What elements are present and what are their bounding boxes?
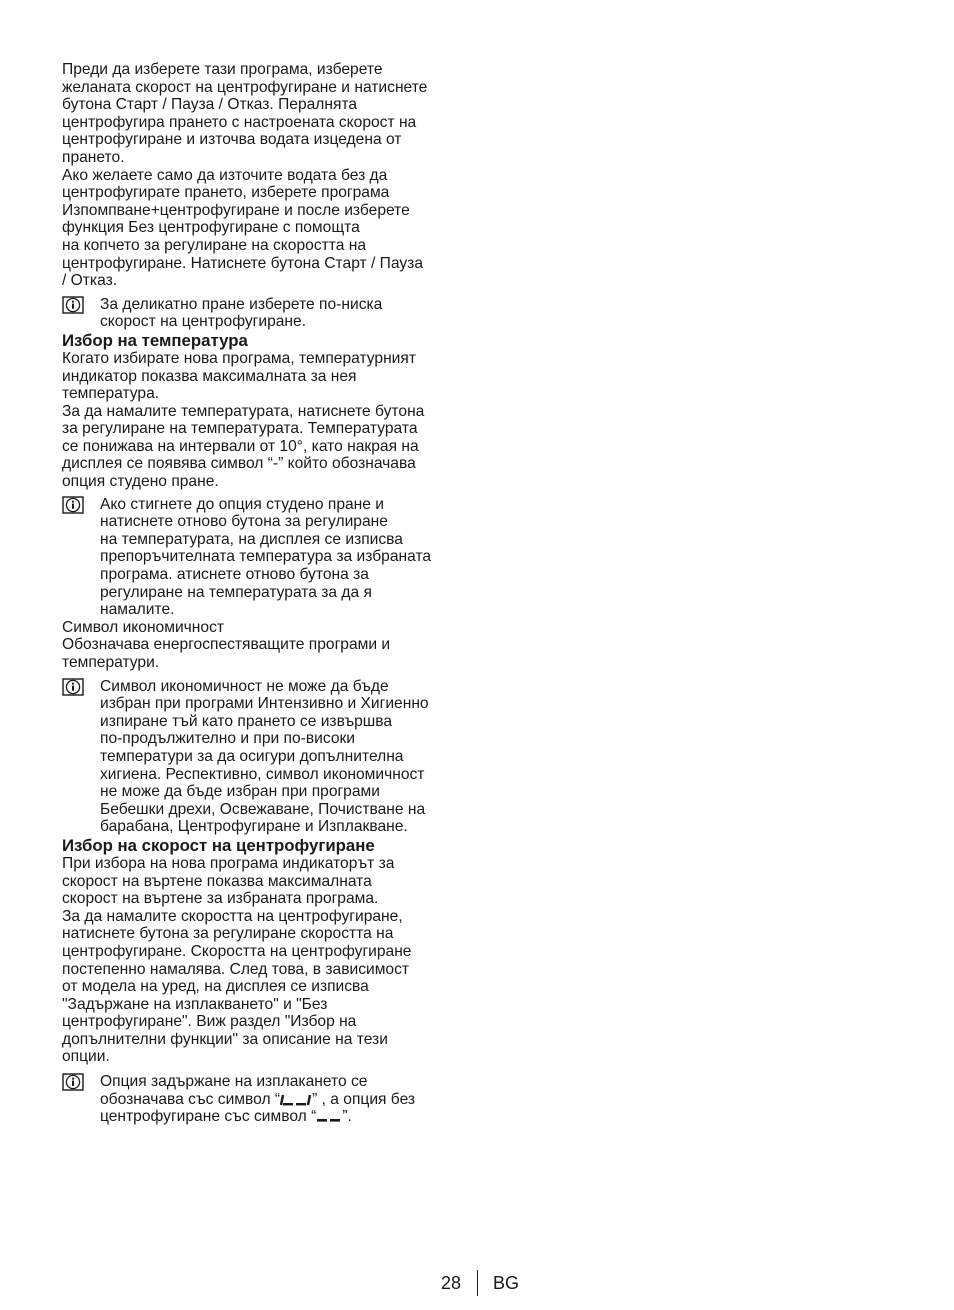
temperature-paragraph-2: За да намалите температурата, натиснете бутона за регулиране на температурата. Температурата се понижава на интервали от 10°, като накрая на дисплея се появява символ “-” който обозначава опция студено пране.	[62, 402, 425, 491]
intro-paragraph-2: Ако желаете само да източите водата без да центрофугирате прането, изберете програма Изпомпване+центрофугиране и после изберете функция Без центрофугиране с помощта на копчето за регулиране на скоростта на центрофугиране. Натиснете бутона Старт / Пауза / Отказ.	[62, 166, 423, 290]
spin-heading: Избор на скорост на центрофугиране	[62, 835, 375, 855]
temperature-heading: Избор на температура	[62, 330, 248, 350]
intro-paragraph-1: Преди да изберете тази програма, изберете желаната скорост на центрофугиране и натиснете бутона Старт / Пауза / Отказ. Пералнята центрофугира прането с настроената скорост на центрофугиране и източва водата изцедена от прането.	[62, 61, 428, 166]
temperature-note-text: Ако стигнете до опция студено пране и натиснете отново бутона за регулиране на температурата, на дисплея се изписва препоръчителната температура за избраната програма. атиснете отново бутона за регулиране на температурата за да я намалите.	[100, 495, 432, 619]
info-icon	[62, 678, 84, 696]
eco-note	[62, 678, 464, 836]
info-icon	[62, 1073, 84, 1091]
info-icon	[62, 496, 84, 514]
spin-note-part-b: ” , а опция без центрофугиране със символ “	[100, 1090, 416, 1126]
footer-divider	[477, 1270, 478, 1296]
spin-paragraph-2: За да намалите скоростта на центрофугиране, натиснете бутона за регулиране скоростта на центрофугиране. Скоростта на центрофугиране постепенно намалява. След това, в зависимост от модела на уред, на дисплея се изписва "Задържане на изплакването" и "Без центрофугиране". Виж раздел "Избор на допълнителни функции" за описание на тези опции.	[62, 907, 412, 1066]
rinse-hold-symbol-icon	[280, 1094, 312, 1106]
language-code: BG	[493, 1273, 520, 1293]
spin-note-part-a: Опция задържане на изплакането се обозначава със символ “	[100, 1073, 368, 1108]
spin-paragraph-1: При избора на нова програма индикаторът за скорост на въртене показва максималната скорост на въртене за избраната програма.	[62, 854, 395, 908]
no-spin-symbol-icon	[316, 1111, 342, 1123]
eco-symbol-text: Обозначава енергоспестяващите програми и температури.	[62, 636, 391, 671]
temperature-note	[62, 496, 464, 619]
content-column	[62, 61, 464, 1126]
info-icon	[62, 296, 84, 314]
spin-note-text	[100, 1073, 464, 1126]
eco-note-text: Символ икономичност не може да бъде избран при програми Интензивно и Хигиенно изпиране тъй като прането се извършва по-продължително и при по-високи температури за да осигури допълнителна хигиена. Респективно, символ икономичност не може да бъде избран при програми Бебешки дрехи, Освежаване, Почистване на барабана, Центрофугиране и Изплакване.	[100, 677, 429, 836]
page-number: 28	[441, 1273, 462, 1293]
spin-note	[62, 1073, 464, 1126]
temperature-paragraph-1: Когато избирате нова програма, температурният индикатор показва максималната за нея температура.	[62, 349, 416, 403]
eco-symbol-label: Символ икономичност	[62, 618, 225, 636]
spin-note-part-c: ”.	[342, 1108, 352, 1126]
intro-note	[62, 296, 464, 331]
intro-note-text: За деликатно пране изберете по-ниска скорост на центрофугиране.	[100, 295, 383, 331]
page-footer	[0, 1270, 954, 1298]
